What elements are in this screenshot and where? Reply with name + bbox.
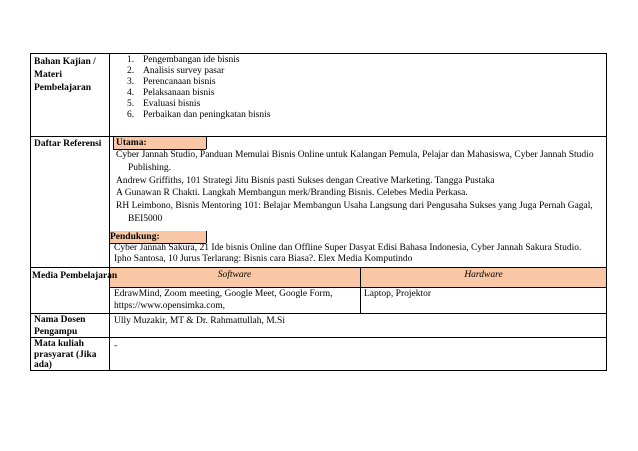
list-item: 2. Analisis survey pasar <box>127 66 225 76</box>
list-item: 5. Evaluasi bisnis <box>127 99 201 109</box>
list-item: 6. Perbaikan dan peningkatan bisnis <box>127 110 271 120</box>
hardware-value: Laptop, Projektor <box>364 289 432 299</box>
bahan-list <box>127 55 270 121</box>
dosen-value: Ully Muzakir, MT & Dr. Rahmattullah, M.Si <box>114 316 285 326</box>
prasyarat-label: Mata kuliah prasyarat (Jika ada) <box>34 339 97 370</box>
software-header: Software <box>217 270 252 280</box>
hardware-header: Hardware <box>464 270 503 280</box>
bahan-label: Bahan Kajian / Materi Pembelajaran <box>34 57 96 93</box>
pendukung-references: Cyber Jannah Sakura, 21 Ide bisnis Online dan Offline Super Dasyat Edisi Bahasa Indonesia, Cyber Jannah Sakura Studio. Ipho Santosa, 10 Jurus Terlarang: Bisnis cara Biasa?. Elex Media Komputindo <box>114 243 582 264</box>
dosen-label: Nama Dosen Pengampu <box>34 315 86 337</box>
prasyarat-value: - <box>114 341 118 351</box>
pendukung-label: Pendukung: <box>110 232 160 242</box>
referensi-label: Daftar Referensi <box>34 139 102 149</box>
list-item: 3. Perencanaan bisnis <box>127 77 216 87</box>
software-value: EdrawMind, Zoom meeting, Google Meet, Google Form, https://www.opensimka.com, <box>114 289 333 311</box>
utama-label: Utama: <box>116 138 147 148</box>
list-item: 1. Pengembangan ide bisnis <box>127 55 240 65</box>
media-label: Media Pembelajaran <box>32 271 118 281</box>
list-item: 4. Pelaksanaan bisnis <box>127 88 215 98</box>
utama-references: Cyber Jannah Studio, Panduan Memulai Bisnis Online untuk Kalangan Pemula, Pelajar dan Mahasiswa, Cyber Jannah Studio Publishing. Andrew Griffiths, 101 Strategi Jitu Bisnis pasti Sukses dengan Creative Marketing. Tangga Pustaka A Gunawan R Chakti. Langkah Membangun merk/Branding Bisnis. Celebes Media Perkasa. RH Leimbono, Bisnis Mentoring 101: Belajar Membangun Usaha Langsung dari Pengusaha Sukses yang Juga Pernah Gagal, BEI5000 <box>116 150 594 224</box>
